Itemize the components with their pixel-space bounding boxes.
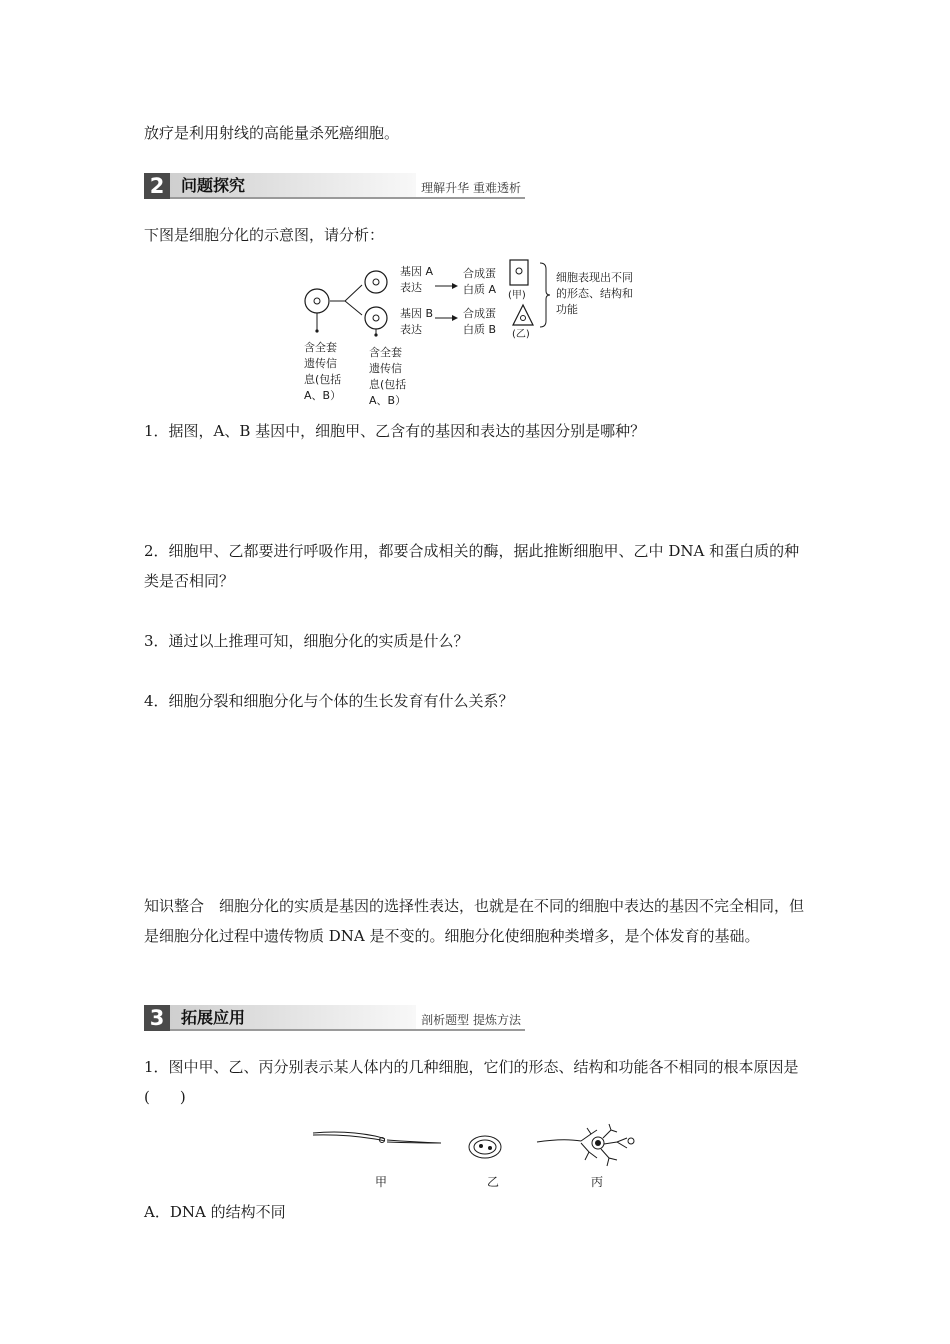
section-header-extended-application bbox=[144, 1005, 525, 1031]
question-2: 2．细胞甲、乙都要进行呼吸作用，都要合成相关的酶，据此推断细胞甲、乙中 DNA 和蛋白质的种类是否相同？ bbox=[144, 542, 800, 590]
section-title: 拓展应用 bbox=[181, 1008, 246, 1027]
gene-b-label-2: 表达 bbox=[400, 323, 422, 336]
section-title: 问题探究 bbox=[181, 176, 246, 195]
cells-figure bbox=[305, 1122, 650, 1174]
parent-cell bbox=[305, 289, 329, 313]
split-down-line bbox=[345, 301, 362, 315]
cell-b-dot bbox=[374, 333, 377, 336]
left-note-1: 含全套 bbox=[304, 341, 337, 354]
section-number: 2 bbox=[144, 173, 170, 199]
figure-label-bing: 丙 bbox=[591, 1175, 604, 1189]
split-up-line bbox=[345, 285, 362, 301]
sperm-cell-drawing bbox=[313, 1132, 441, 1143]
protein-b-label-2: 白质 B bbox=[463, 323, 497, 336]
header-rule bbox=[170, 1029, 525, 1031]
cell-jia-square bbox=[510, 260, 528, 285]
right-note-1: 含全套 bbox=[369, 346, 402, 359]
right-note-2: 遗传信 bbox=[369, 362, 402, 375]
protein-b-label-1: 合成蛋 bbox=[463, 307, 496, 320]
protein-a-label-2: 白质 A bbox=[463, 283, 497, 296]
daughter-cell-b bbox=[365, 307, 387, 329]
cell-differentiation-diagram bbox=[290, 255, 660, 414]
header-rule bbox=[170, 197, 525, 199]
cell-yi-triangle bbox=[513, 305, 533, 325]
section-subtitle: 理解升华 重难透析 bbox=[421, 181, 521, 195]
question-4: 4．细胞分裂和细胞分化与个体的生长发育有什么关系？ bbox=[144, 692, 514, 710]
left-note-2: 遗传信 bbox=[304, 357, 337, 370]
cell-jia-label: (甲) bbox=[508, 290, 526, 301]
section-header-question-explore bbox=[144, 173, 525, 199]
round-cell-drawing bbox=[469, 1136, 501, 1158]
figure-label-jia: 甲 bbox=[375, 1175, 388, 1189]
option-a: A．DNA 的结构不同 bbox=[144, 1203, 286, 1221]
arrow-b-head bbox=[452, 315, 458, 321]
result-line-3: 功能 bbox=[556, 303, 578, 316]
figure-label-yi: 乙 bbox=[487, 1175, 500, 1189]
left-note-4: A、B） bbox=[304, 389, 342, 402]
right-note-3: 息(包括 bbox=[369, 378, 407, 391]
section-subtitle: 剖析题型 提炼方法 bbox=[421, 1013, 521, 1027]
parent-dot bbox=[315, 329, 318, 332]
daughter-cell-a bbox=[365, 271, 387, 293]
cell-yi-label: (乙) bbox=[512, 329, 530, 340]
neuron-cell-drawing bbox=[537, 1124, 634, 1166]
protein-a-label-1: 合成蛋 bbox=[463, 267, 496, 280]
result-brace bbox=[540, 263, 550, 327]
result-line-1: 细胞表现出不同 bbox=[556, 271, 633, 284]
question-3: 3．通过以上推理可知，细胞分化的实质是什么？ bbox=[144, 632, 469, 650]
intro-line: 放疗是利用射线的高能量杀死癌细胞。 bbox=[144, 124, 400, 142]
arrow-a-head bbox=[452, 283, 458, 289]
section-number: 3 bbox=[144, 1005, 170, 1031]
diagram-intro: 下图是细胞分化的示意图，请分析： bbox=[144, 226, 385, 244]
left-note-3: 息(包括 bbox=[304, 373, 342, 386]
gene-a-label-2: 表达 bbox=[400, 281, 422, 294]
gene-a-label-1: 基因 A bbox=[400, 265, 434, 278]
knowledge-summary: 知识整合 细胞分化的实质是基因的选择性表达，也就是在不同的细胞中表达的基因不完全相同，但是细胞分化过程中遗传物质 DNA 是不变的。细胞分化使细胞种类增多，是个体发育的基础。 bbox=[144, 897, 805, 945]
question-1: 1．据图，A、B 基因中，细胞甲、乙含有的基因和表达的基因分别是哪种？ bbox=[144, 422, 646, 440]
gene-b-label-1: 基因 B bbox=[400, 307, 434, 320]
result-line-2: 的形态、结构和 bbox=[556, 287, 633, 300]
right-note-4: A、B） bbox=[369, 394, 407, 407]
exercise-1: 1．图中甲、乙、丙分别表示某人体内的几种细胞，它们的形态、结构和功能各不相同的根本原因是( ) bbox=[144, 1058, 799, 1106]
